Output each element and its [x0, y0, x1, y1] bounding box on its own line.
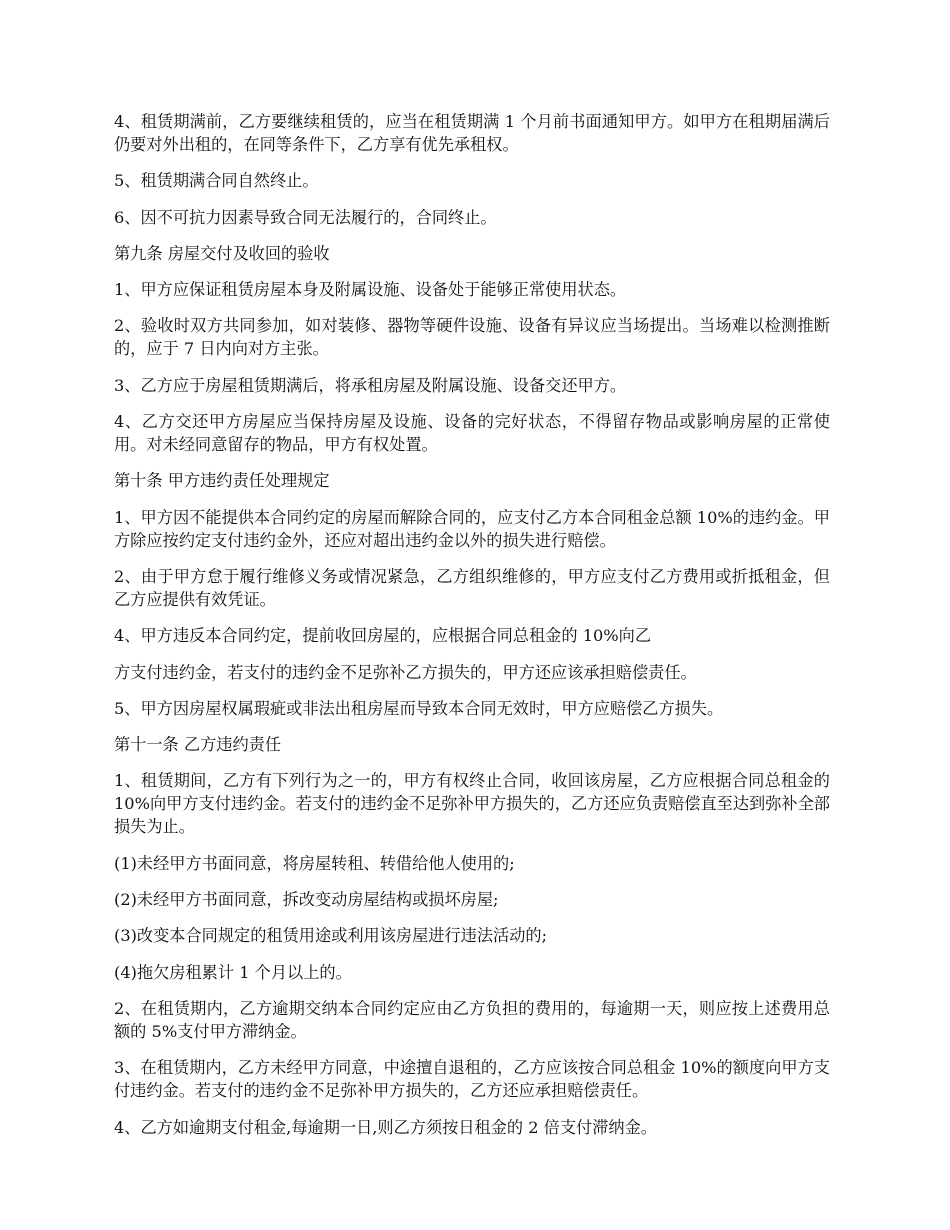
paragraph: 3、乙方应于房屋租赁期满后，将承租房屋及附属设施、设备交还甲方。 [114, 375, 627, 395]
list-item: (3)改变本合同规定的租赁用途或利用该房屋进行违法活动的; [114, 926, 548, 946]
paragraph: 2、由于甲方怠于履行维修义务或情况紧急，乙方组织维修的，甲方应支付乙方费用或折抵租金，但乙方应提供有效凭证。 [114, 566, 830, 609]
paragraph: 1、租赁期间，乙方有下列行为之一的，甲方有权终止合同，收回该房屋，乙方应根据合同总租金的 10%向甲方支付违约金。若支付的违约金不足弥补甲方损失的，乙方还应负责赔偿直至达到弥补全部损失为止。 [114, 771, 830, 837]
paragraph: 5、租赁期满合同自然终止。 [114, 171, 319, 191]
paragraph: 1、甲方应保证租赁房屋本身及附属设施、设备处于能够正常使用状态。 [114, 280, 627, 300]
paragraph: 2、验收时双方共同参加，如对装修、器物等硬件设施、设备有异议应当场提出。当场难以检测推断的，应于 7 日内向对方主张。 [114, 316, 830, 359]
paragraph: 1、甲方因不能提供本合同约定的房屋而解除合同的，应支付乙方本合同租金总额 10%的违约金。甲方除应按约定支付违约金外，还应对超出违约金以外的损失进行赔偿。 [114, 507, 830, 550]
paragraph: 4、乙方如逾期支付租金,每逾期一日,则乙方须按日租金的 2 倍支付滞纳金。 [114, 1117, 657, 1137]
paragraph: 4、乙方交还甲方房屋应当保持房屋及设施、设备的完好状态，不得留存物品或影响房屋的正常使用。对未经同意留存的物品，甲方有权处置。 [114, 412, 830, 455]
paragraph: 4、甲方违反本合同约定，提前收回房屋的，应根据合同总租金的 10%向乙 [114, 626, 652, 646]
paragraph: 5、甲方因房屋权属瑕疵或非法出租房屋而导致本合同无效时，甲方应赔偿乙方损失。 [114, 698, 724, 718]
paragraph: 方支付违约金，若支付的违约金不足弥补乙方损失的，甲方还应该承担赔偿责任。 [114, 662, 697, 682]
section-heading: 第九条 房屋交付及收回的验收 [114, 243, 330, 263]
section-heading: 第十条 甲方违约责任处理规定 [114, 471, 330, 491]
list-item: (4)拖欠房租累计 1 个月以上的。 [114, 962, 352, 982]
list-item: (1)未经甲方书面同意，将房屋转租、转借给他人使用的; [114, 853, 515, 873]
paragraph: 6、因不可抗力因素导致合同无法履行的，合同终止。 [114, 207, 497, 227]
section-heading: 第十一条 乙方违约责任 [114, 735, 282, 755]
list-item: (2)未经甲方书面同意，拆改变动房屋结构或损坏房屋; [114, 890, 499, 910]
paragraph: 4、租赁期满前，乙方要继续租赁的，应当在租赁期满 1 个月前书面通知甲方。如甲方在租期届满后仍要对外出租的，在同等条件下，乙方享有优先承租权。 [114, 112, 830, 154]
paragraph: 2、在租赁期内，乙方逾期交纳本合同约定应由乙方负担的费用的，每逾期一天，则应按上述费用总额的 5%支付甲方滞纳金。 [114, 998, 830, 1041]
paragraph: 3、在租赁期内，乙方未经甲方同意，中途擅自退租的，乙方应该按合同总租金 10%的额度向甲方支付违约金。若支付的违约金不足弥补甲方损失的，乙方还应承担赔偿责任。 [114, 1058, 830, 1101]
